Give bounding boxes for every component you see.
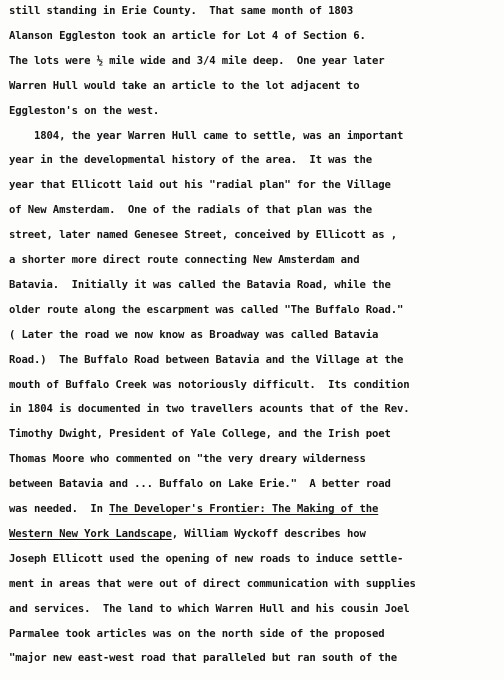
text-line <box>9 353 403 367</box>
text-line <box>9 178 391 192</box>
text-segment: Alanson Eggleston took an article for Lot 4 of Section 6. <box>9 29 366 42</box>
text-line <box>9 54 384 68</box>
text-segment: Warren Hull would take an article to the lot adjacent to <box>9 79 360 92</box>
text-segment: year that Ellicott laid out his "radial plan" for the Village <box>9 179 391 192</box>
text-segment: a shorter more direct route connecting New Amsterdam and <box>9 254 360 266</box>
text-segment: mouth of Buffalo Creek was notoriously difficult. Its condition <box>9 378 410 391</box>
text-segment: and services. The land to which Warren Hull and his cousin Joel <box>9 602 410 615</box>
text-line <box>9 402 410 416</box>
text-segment: Joseph Ellicott used the opening of new roads to induce settle- <box>9 552 404 565</box>
text-line <box>9 303 403 317</box>
text-line <box>9 328 378 342</box>
underlined-book-title: Western New York Landscape <box>9 527 172 540</box>
text-segment: Thomas Moore who commented on "the very dreary wilderness <box>9 453 366 466</box>
text-segment: older route along the escarpment was called "The Buffalo Road." <box>9 303 404 316</box>
text-segment: 1804, the year Warren Hull came to settle, was an important <box>9 129 404 142</box>
text-line <box>9 29 366 43</box>
text-segment: Timothy Dwight, President of Yale College, and the Irish poet <box>9 428 391 441</box>
text-segment: "major new east-west road that paralleled but ran south of the <box>9 652 397 665</box>
text-line <box>9 153 372 167</box>
text-segment: Batavia. Initially it was called the Batavia Road, while the <box>9 278 391 291</box>
text-line <box>9 627 384 641</box>
text-line <box>9 527 366 541</box>
text-line <box>9 577 416 591</box>
text-line <box>9 203 372 217</box>
text-segment: still standing in Erie County. That same month of 1803 <box>9 5 354 17</box>
text-line <box>9 253 359 267</box>
text-segment: in 1804 is documented in two travellers acounts that of the Rev. <box>9 403 410 416</box>
text-segment: year in the developmental history of the area. It was the <box>9 154 372 167</box>
text-line <box>9 452 366 466</box>
text-line <box>9 228 397 242</box>
text-segment: , William Wyckoff describes how <box>171 527 366 540</box>
text-segment: Parmalee took articles was on the north side of the proposed <box>9 627 385 640</box>
text-line <box>9 552 403 566</box>
text-segment: street, later named Genesee Street, conceived by Ellicott as , <box>9 229 397 242</box>
text-segment: ment in areas that were out of direct communication with supplies <box>9 577 416 590</box>
text-segment: The lots were ½ mile wide and 3/4 mile deep. One year later <box>9 54 385 67</box>
text-line <box>9 427 391 441</box>
text-line <box>9 4 353 18</box>
text-line <box>9 129 403 143</box>
text-segment: between Batavia and ... Buffalo on Lake Erie." A better road <box>9 478 391 491</box>
underlined-book-title: The Developer's Frontier: The Making of the <box>109 503 379 515</box>
text-segment: was needed. In <box>9 503 110 515</box>
text-line <box>9 602 410 616</box>
text-line <box>9 104 159 118</box>
text-line <box>9 477 391 491</box>
text-segment: Eggleston's on the west. <box>9 104 160 117</box>
text-segment: of New Amsterdam. One of the radials of that plan was the <box>9 204 372 217</box>
text-segment: ( Later the road we now know as Broadway was called Batavia <box>9 328 379 341</box>
text-line <box>9 278 391 292</box>
text-line <box>9 79 359 93</box>
text-line <box>9 378 410 392</box>
text-line <box>9 651 397 665</box>
text-line <box>9 502 378 516</box>
text-segment: Road.) The Buffalo Road between Batavia and the Village at the <box>9 353 404 366</box>
